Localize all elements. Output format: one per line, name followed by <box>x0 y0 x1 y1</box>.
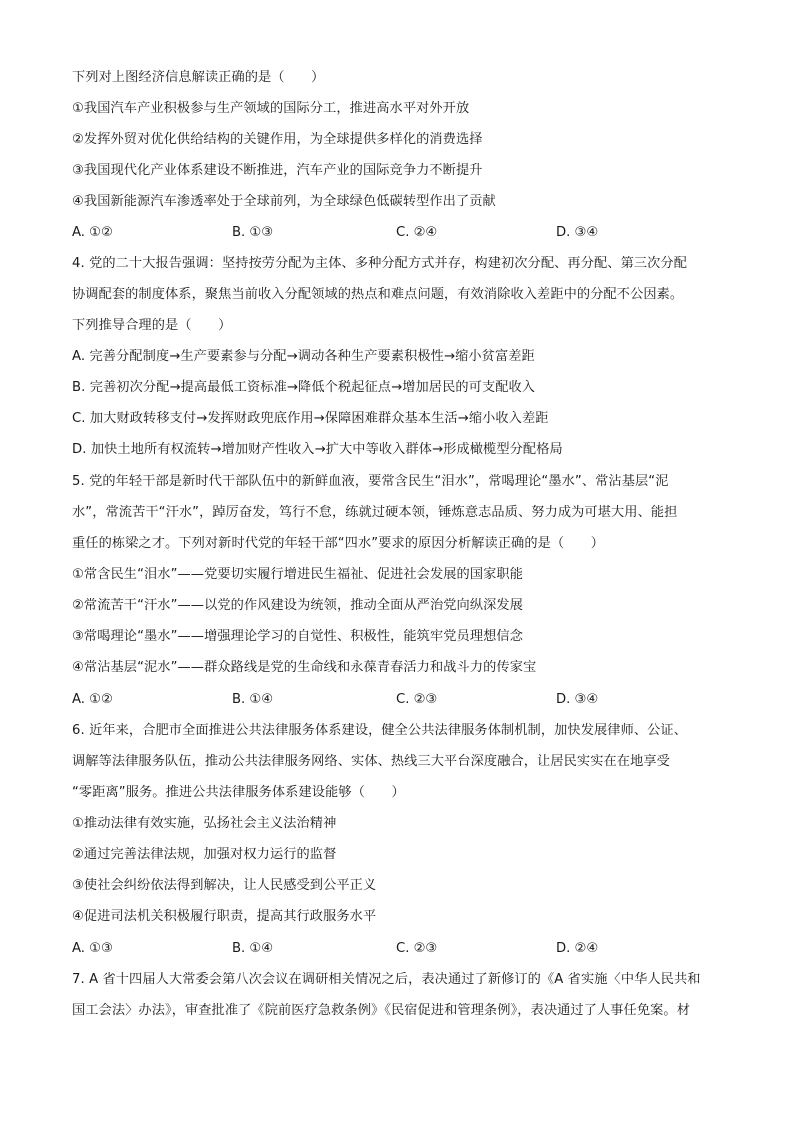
q5-stem-line-1: 5. 党的年轻干部是新时代干部队伍中的新鲜血液，要常含民生“泪水”，常喝理论“墨水”、常沾基层“泥 <box>72 474 669 489</box>
q4-choice-d: D. 加快土地所有权流转→增加财产性收入→扩大中等收入群体→形成橄榄型分配格局 <box>72 442 563 457</box>
q4-choice-b: B. 完善初次分配→提高最低工资标准→降低个税起征点→增加居民的可支配收入 <box>72 380 536 395</box>
q4-choice-c: C. 加大财政转移支付→发挥财政兜底作用→保障困难群众基本生活→缩小收入差距 <box>72 411 549 426</box>
q5-item-1: ①常含民生“泪水”——党要切实履行增进民生福祉、促进社会发展的国家职能 <box>72 567 523 582</box>
q5-option-c: C. ②③ <box>396 692 438 707</box>
q6-stem-line-1: 6. 近年来，合肥市全面推进公共法律服务体系建设，健全公共法律服务体制机制，加快发展律师、公证、 <box>72 723 688 738</box>
q6-option-b: B. ①④ <box>232 941 274 956</box>
q4-stem-line-1: 4. 党的二十大报告强调：坚持按劳分配为主体、多种分配方式并存，构建初次分配、再分配、第三次分配 <box>72 256 688 271</box>
q5-item-4: ④常沾基层“泥水”——群众路线是党的生命线和永葆青春活力和战斗力的传家宝 <box>72 660 537 675</box>
q6-item-4: ④促进司法机关积极履行职责，提高其行政服务水平 <box>72 909 377 924</box>
q6-stem-line-2: 调解等法律服务队伍，推动公共法律服务网络、实体、热线三大平台深度融合，让居民实实在在地享受 <box>72 754 670 769</box>
q6-stem-line-3: “零距离”服务。推进公共法律服务体系建设能够（ ） <box>72 785 405 800</box>
q5-option-a: A. ①② <box>72 692 113 707</box>
q6-option-c: C. ②③ <box>396 941 438 956</box>
q3-option-d: D. ③④ <box>556 225 599 240</box>
q6-option-a: A. ①③ <box>72 941 113 956</box>
q3-item-3: ③我国现代化产业体系建设不断推进，汽车产业的国际竞争力不断提升 <box>72 163 483 178</box>
q3-item-2: ②发挥外贸对优化供给结构的关键作用，为全球提供多样化的消费选择 <box>72 132 483 147</box>
q6-option-d: D. ②④ <box>556 941 599 956</box>
q3-option-a: A. ①② <box>72 225 113 240</box>
q6-item-1: ①推动法律有效实施，弘扬社会主义法治精神 <box>72 816 337 831</box>
q4-choice-a: A. 完善分配制度→生产要素参与分配→调动各种生产要素积极性→缩小贫富差距 <box>72 349 535 364</box>
q3-stem: 下列对上图经济信息解读正确的是（ ） <box>72 70 325 85</box>
q3-option-b: B. ①③ <box>232 225 274 240</box>
q6-item-3: ③使社会纠纷依法得到解决，让人民感受到公平正义 <box>72 878 377 893</box>
q3-option-c: C. ②④ <box>396 225 438 240</box>
q7-stem-line-2: 国工会法〉办法》，审查批准了《院前医疗急救条例》《民宿促进和管理条例》，表决通过了人事任免案。材 <box>72 1003 690 1018</box>
q7-stem-line-1: 7. A 省十四届人大常委会第八次会议在调研相关情况之后，表决通过了新修订的《A 省实施〈中华人民共和 <box>72 972 701 987</box>
q5-item-2: ②常流苦干“汗水”——以党的作风建设为统领，推动全面从严治党向纵深发展 <box>72 598 523 613</box>
q5-item-3: ③常喝理论“墨水”——增强理论学习的自觉性、积极性，能筑牢党员理想信念 <box>72 629 523 644</box>
q3-item-4: ④我国新能源汽车渗透率处于全球前列，为全球绿色低碳转型作出了贡献 <box>72 194 496 209</box>
q5-stem-line-2: 水”，常流苦干“汗水”，踔厉奋发，笃行不怠，练就过硬本领，锤炼意志品质、努力成为可堪大用、能担 <box>72 505 678 520</box>
q6-item-2: ②通过完善法律法规，加强对权力运行的监督 <box>72 847 337 862</box>
q5-stem-line-3: 重任的栋梁之才。下列对新时代党的年轻干部“四水”要求的原因分析解读正确的是（ ） <box>72 536 605 551</box>
q4-stem-line-3: 下列推导合理的是（ ） <box>72 318 232 333</box>
q4-stem-line-2: 协调配套的制度体系，聚焦当前收入分配领域的热点和难点问题，有效消除收入差距中的分配不公因素。 <box>72 287 684 302</box>
q5-option-b: B. ①④ <box>232 692 274 707</box>
q3-item-1: ①我国汽车产业积极参与生产领域的国际分工，推进高水平对外开放 <box>72 101 470 116</box>
q5-option-d: D. ③④ <box>556 692 599 707</box>
